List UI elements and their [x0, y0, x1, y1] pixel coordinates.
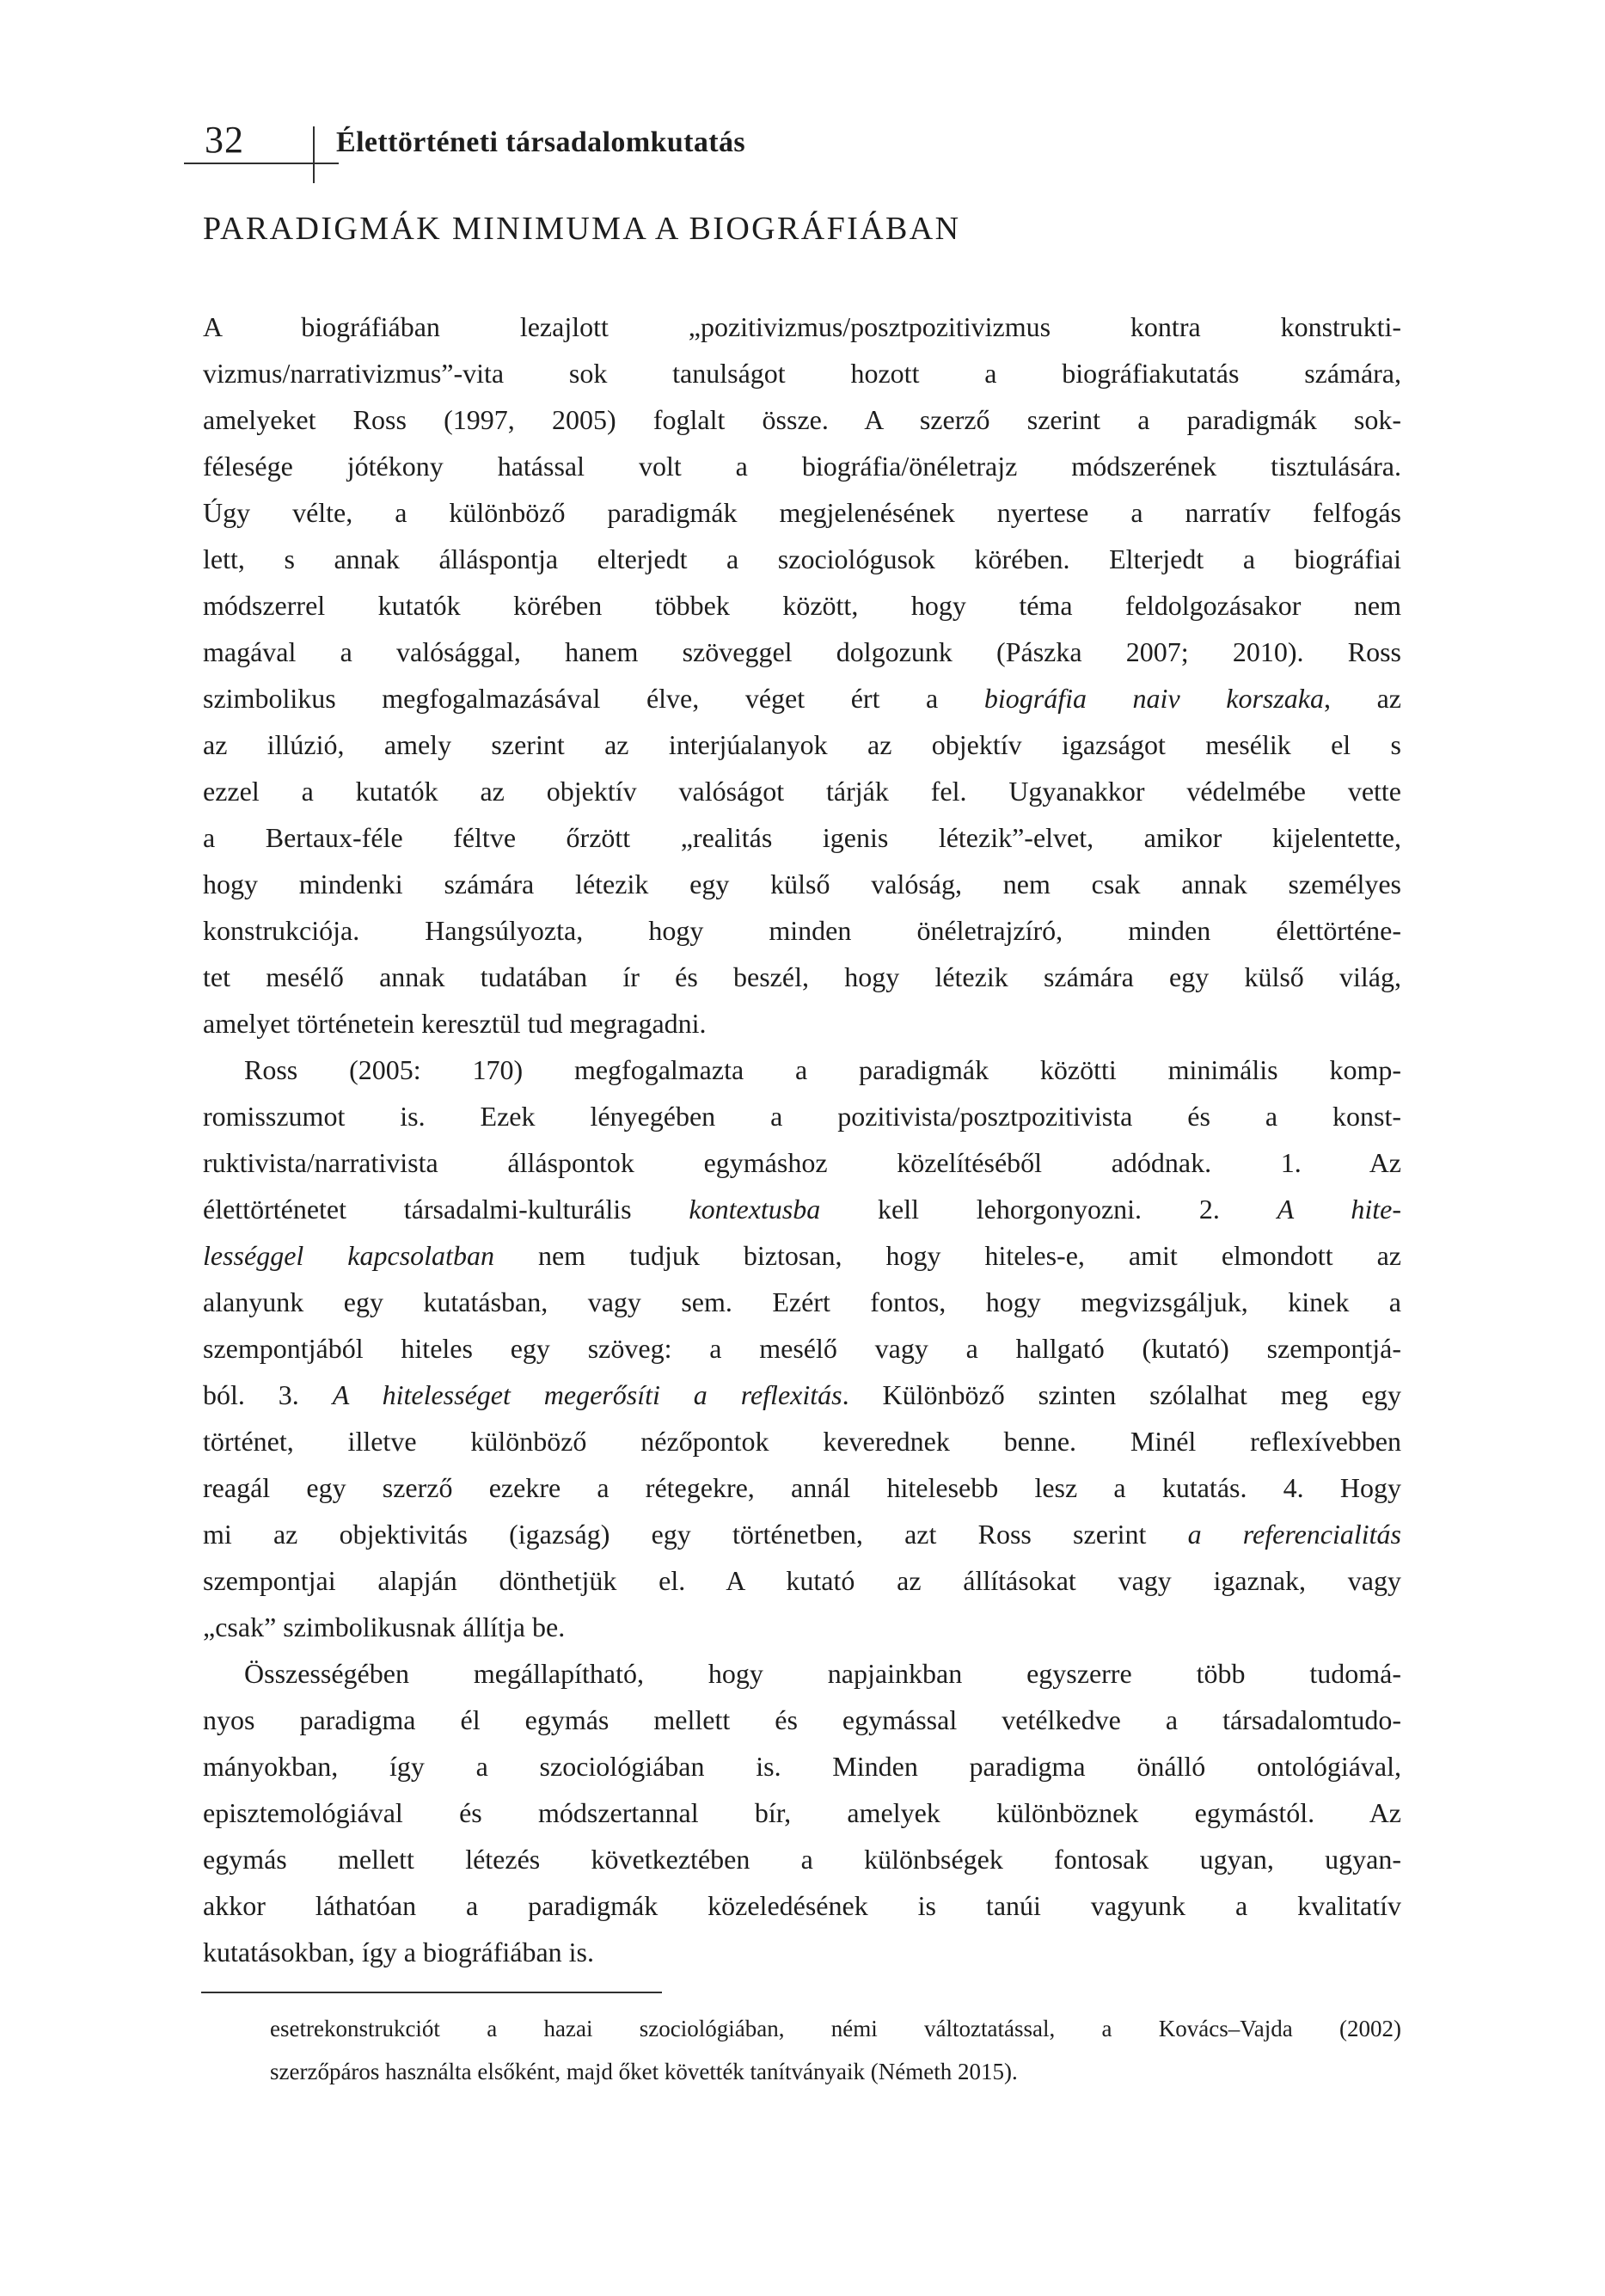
body-line: [203, 350, 1401, 396]
body-line: [203, 1557, 1401, 1604]
body-line: [203, 1325, 1401, 1372]
body-line: [203, 1882, 1401, 1929]
body-line: [203, 1929, 1401, 1975]
text-segment: a Bertaux-féle féltve őrzött „realitás igenis létezik”-elvet, amikor kijelentette,: [203, 822, 1401, 853]
footnote-line: [270, 2007, 1401, 2050]
text-segment: Úgy vélte, a különböző paradigmák megjelenésének nyertese a narratív felfogás: [203, 497, 1401, 528]
text-segment: konstrukciója. Hangsúlyozta, hogy minden önéletrajzíró, minden élettörténe-: [203, 915, 1401, 946]
header-horizontal-rule: [184, 163, 339, 164]
text-segment: . Különböző szinten szólalhat meg egy: [842, 1379, 1402, 1410]
text-segment: akkor láthatóan a paradigmák közeledésének is tanúi vagyunk a kvalitatív: [203, 1890, 1401, 1921]
body-line: [203, 443, 1401, 489]
body-line: [203, 396, 1401, 443]
text-segment: kell lehorgonyozni. 2.: [820, 1194, 1277, 1225]
section-title: PARADIGMÁK MINIMUMA A BIOGRÁFIÁBAN: [203, 211, 961, 247]
italic-text-segment: a referencialitás: [1187, 1519, 1402, 1550]
body-line: [203, 1232, 1401, 1279]
body-text: [203, 304, 1401, 1975]
italic-text-segment: kontextusba: [689, 1194, 821, 1225]
text-segment: tet mesélő annak tudatában ír és beszél, hogy létezik számára egy külső világ,: [203, 961, 1401, 992]
text-segment: nem tudjuk biztosan, hogy hiteles-e, amit elmondott az: [493, 1240, 1402, 1271]
body-line: [203, 304, 1401, 350]
body-line: [203, 1697, 1401, 1743]
footnote-line: [270, 2050, 1401, 2093]
body-line: [203, 1743, 1401, 1790]
text-segment: alanyunk egy kutatásban, vagy sem. Ezért fontos, hogy megvizsgáljuk, kinek a: [203, 1286, 1401, 1317]
body-line: [203, 1139, 1401, 1186]
body-line: [203, 1000, 1401, 1047]
body-line: [203, 536, 1401, 582]
body-line: [203, 1650, 1401, 1697]
body-line: [203, 768, 1401, 814]
italic-text-segment: biográfia naiv korszaka: [983, 683, 1325, 714]
text-segment: „csak” szimbolikusnak állítja be.: [203, 1611, 566, 1642]
text-segment: szempontjai alapján dönthetjük el. A kutató az állításokat vagy igaznak, vagy: [203, 1565, 1401, 1596]
body-line: [203, 814, 1401, 861]
header-vertical-rule: [313, 126, 315, 183]
italic-text-segment: A hitelességet megerősíti a reflexitás: [332, 1379, 842, 1410]
text-segment: mi az objektivitás (igazság) egy történetben, azt Ross szerint: [203, 1519, 1188, 1550]
text-segment: történet, illetve különböző nézőpontok keverednek benne. Minél reflexívebben: [203, 1426, 1401, 1457]
body-line: [203, 1511, 1401, 1557]
footnote: [270, 2007, 1401, 2093]
body-line: [203, 1790, 1401, 1836]
text-segment: Ross (2005: 170) megfogalmazta a paradigmák közötti minimális komp-: [244, 1054, 1401, 1085]
text-segment: reagál egy szerző ezekre a rétegekre, annál hitelesebb lesz a kutatás. 4. Hogy: [203, 1472, 1401, 1503]
body-line: [203, 861, 1401, 907]
text-segment: A biográfiában lezajlott „pozitivizmus/posztpozitivizmus kontra konstrukti-: [203, 311, 1401, 342]
body-line: [203, 675, 1401, 721]
running-head: Élettörténeti társadalomkutatás: [336, 126, 746, 158]
text-segment: kutatásokban, így a biográfiában is.: [203, 1937, 594, 1968]
body-line: [203, 721, 1401, 768]
body-line: [203, 1372, 1401, 1418]
text-segment: ruktivista/narrativista álláspontok egymáshoz közelítéséből adódnak. 1. Az: [203, 1147, 1401, 1178]
text-segment: lett, s annak álláspontja elterjedt a szociológusok körében. Elterjedt a biográfiai: [203, 543, 1401, 574]
text-segment: félesége jótékony hatással volt a biográfia/önéletrajz módszerének tisztulására.: [203, 451, 1401, 482]
body-line: [203, 1093, 1401, 1139]
text-segment: szempontjából hiteles egy szöveg: a mesélő vagy a hallgató (kutató) szempontjá-: [203, 1333, 1401, 1364]
text-segment: , az: [1324, 683, 1402, 714]
text-segment: módszerrel kutatók körében többek között, hogy téma feldolgozásakor nem: [203, 590, 1401, 621]
body-line: [203, 1836, 1401, 1882]
body-line: [203, 582, 1401, 629]
footnote-rule: [201, 1992, 662, 1993]
body-line: [203, 1047, 1401, 1093]
italic-text-segment: A hite-: [1277, 1194, 1401, 1225]
text-segment: Összességében megállapítható, hogy napjainkban egyszerre több tudomá-: [244, 1658, 1401, 1689]
text-segment: ezzel a kutatók az objektív valóságot tárják fel. Ugyanakkor védelmébe vette: [203, 776, 1401, 807]
text-segment: egymás mellett létezés következtében a különbségek fontosak ugyan, ugyan-: [203, 1844, 1401, 1875]
text-segment: ból. 3.: [203, 1379, 333, 1410]
italic-text-segment: lességgel kapcsolatban: [203, 1240, 494, 1271]
text-segment: amelyet történetein keresztül tud megragadni.: [203, 1008, 707, 1039]
text-segment: hogy mindenki számára létezik egy külső valóság, nem csak annak személyes: [203, 869, 1401, 899]
text-segment: romisszumot is. Ezek lényegében a pozitivista/posztpozitivista és a konst-: [203, 1101, 1401, 1132]
text-segment: szimbolikus megfogalmazásával élve, véget ért a: [203, 683, 984, 714]
body-line: [203, 489, 1401, 536]
text-segment: az illúzió, amely szerint az interjúalanyok az objektív igazságot mesélik el s: [203, 729, 1401, 760]
body-line: [203, 1464, 1401, 1511]
text-segment: mányokban, így a szociológiában is. Minden paradigma önálló ontológiával,: [203, 1751, 1401, 1782]
text-segment: nyos paradigma él egymás mellett és egymással vetélkedve a társadalomtudo-: [203, 1704, 1401, 1735]
text-segment: esetrekonstrukciót a hazai szociológiában, némi változtatással, a Kovács–Vajda (2002): [270, 2016, 1401, 2041]
body-line: [203, 954, 1401, 1000]
text-segment: vizmus/narrativizmus”-vita sok tanulságot hozott a biográfiakutatás számára,: [203, 358, 1401, 389]
body-line: [203, 1418, 1401, 1464]
body-line: [203, 1186, 1401, 1232]
text-segment: magával a valósággal, hanem szöveggel dolgozunk (Pászka 2007; 2010). Ross: [203, 636, 1401, 667]
text-segment: élettörténetet társadalmi-kulturális: [203, 1194, 689, 1225]
text-segment: episztemológiával és módszertannal bír, amelyek különböznek egymástól. Az: [203, 1797, 1401, 1828]
page-number: 32: [205, 119, 244, 161]
body-line: [203, 907, 1401, 954]
body-line: [203, 1604, 1401, 1650]
text-segment: szerzőpáros használta elsőként, majd őket követték tanítványaik (Németh 2015).: [270, 2059, 1018, 2084]
body-line: [203, 629, 1401, 675]
text-segment: amelyeket Ross (1997, 2005) foglalt össze. A szerző szerint a paradigmák sok-: [203, 404, 1401, 435]
body-line: [203, 1279, 1401, 1325]
